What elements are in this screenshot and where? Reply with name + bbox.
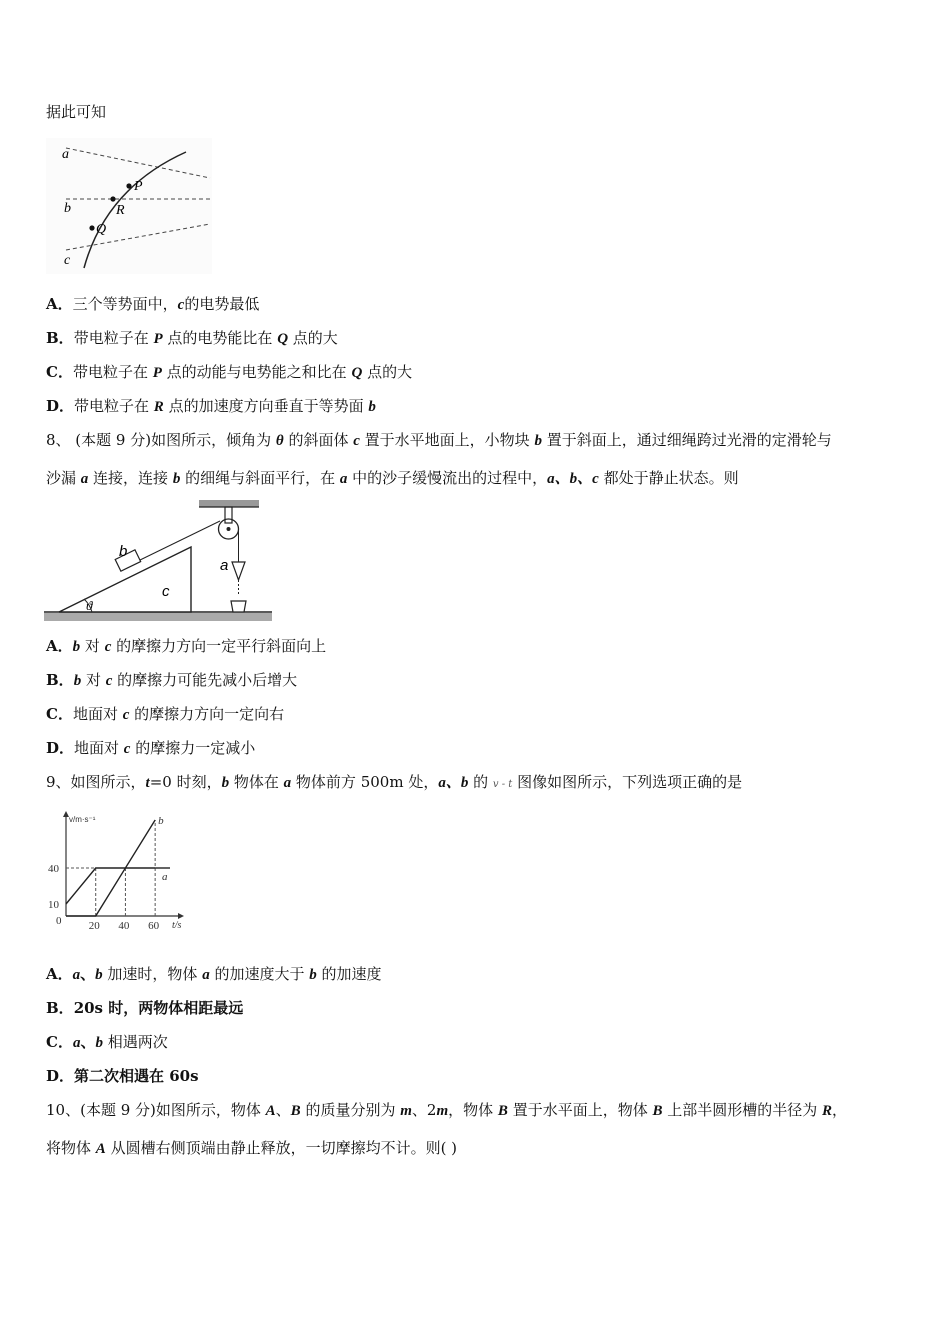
q7-option-a: A．三个等势面中，c的电势最低 <box>46 295 260 313</box>
q9-option-a: A．a、b 加速时，物体 a 的加速度大于 b 的加速度 <box>46 965 382 983</box>
fig1-label-Q: Q <box>96 222 107 237</box>
x-axis-label: t/s <box>172 920 182 931</box>
x-tick-label: 20 <box>88 920 100 932</box>
q9-option-c: C．a、b 相遇两次 <box>46 1033 168 1051</box>
x-axis-arrow <box>178 913 184 919</box>
q8-stem-line2: 沙漏 a 连接，连接 b 的细绳与斜面平行，在 a 中的沙子缓慢流出的过程中，a、b、c 都处于静止状态。则 <box>46 469 739 487</box>
fig1-label-R: R <box>116 203 125 218</box>
fig8-label-a: a <box>220 557 229 574</box>
equipotential-figure <box>46 138 212 274</box>
x-tick-label: 60 <box>148 920 160 932</box>
q9-stem: 9、如图所示，t=0 时刻，b 物体在 a 物体前方 500m 处，a、b 的 v - t 图像如图所示，下列选项正确的是 <box>46 773 743 791</box>
y-tick-label: 40 <box>48 863 59 875</box>
fig8-label-b: b <box>119 543 128 560</box>
q8-option-d: D．地面对 c 的摩擦力一定减小 <box>46 739 256 757</box>
q8-option-a: A．b 对 c 的摩擦力方向一定平行斜面向上 <box>46 637 327 655</box>
vt-chart <box>40 810 190 934</box>
q7-option-d: D．带电粒子在 R 点的加速度方向垂直于等势面 b <box>46 397 376 415</box>
y-tick-label: 10 <box>48 899 59 911</box>
q10-stem-line2: 将物体 A 从圆槽右侧顶端由静止释放，一切摩擦均不计。则( ) <box>46 1139 458 1157</box>
q7-option-b: B．带电粒子在 P 点的电势能比在 Q 点的大 <box>46 329 338 347</box>
intro-text: 据此可知 <box>46 103 107 121</box>
fig1-label-P: P <box>134 179 143 194</box>
fig1-label-c: c <box>64 253 71 268</box>
fig1-label-b: b <box>64 201 71 216</box>
q9-option-d: D．第二次相遇在 60s <box>46 1067 199 1085</box>
series-b-label: b <box>158 815 164 827</box>
series-a-line <box>66 868 155 904</box>
q8-option-b: B．b 对 c 的摩擦力可能先减小后增大 <box>46 671 298 689</box>
q7-option-c: C．带电粒子在 P 点的动能与电势能之和比在 Q 点的大 <box>46 363 413 381</box>
series-a-label: a <box>162 871 168 883</box>
q9-option-b: B．20s 时，两物体相距最远 <box>46 999 244 1017</box>
y-tick-label: 0 <box>56 915 62 927</box>
fig1-label-a: a <box>62 147 69 162</box>
incline-pulley-figure <box>44 498 274 626</box>
y-axis-label: v/m·s⁻¹ <box>69 815 96 824</box>
q10-stem-line1: 10、(本题 9 分)如图所示，物体 A、B 的质量分别为 m、2m，物体 B 置于水平面上，物体 B 上部半圆形槽的半径为 R， <box>46 1101 848 1119</box>
fig8-label-theta: ϑ <box>86 598 93 613</box>
x-tick-label: 40 <box>118 920 130 932</box>
q8-stem-line1: 8、 (本题 9 分)如图所示，倾角为 θ 的斜面体 c 置于水平地面上，小物块 b 置于斜面上，通过细绳跨过光滑的定滑轮与 <box>46 431 832 449</box>
fig8-label-c: c <box>162 583 170 600</box>
q8-option-c: C．地面对 c 的摩擦力方向一定向右 <box>46 705 285 723</box>
